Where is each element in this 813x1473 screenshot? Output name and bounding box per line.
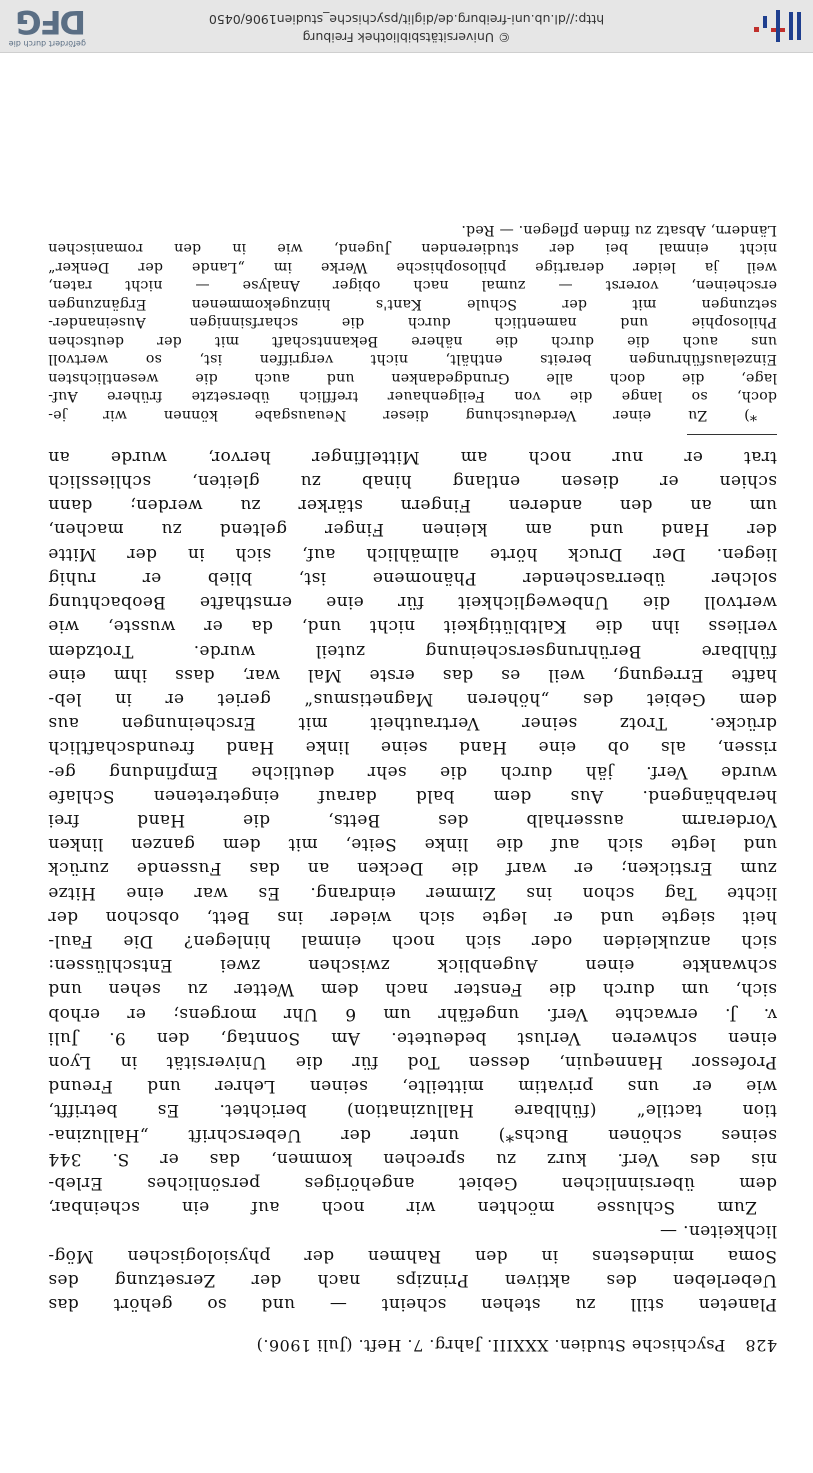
text-line: wurde Verf. jäh durch die sehr deutliche Empfindung ge- bbox=[48, 761, 777, 782]
text-line: tion tactile“ (fühlbare Halluzination) berichtet. Es betrifft, bbox=[48, 1100, 777, 1121]
text-line: zum Ersticken; er warf die Decken an das Fussende zurück bbox=[48, 858, 777, 879]
text-line: verliess ihn die Kaltblütigkeit nicht und, da er wusste, wie bbox=[48, 616, 777, 637]
text-line: seines schönen Buchs*) unter der Ueberschrift „Halluzina- bbox=[48, 1124, 777, 1145]
text-line: der Hand und am kleinen Finger geltend zu machen, bbox=[48, 519, 777, 540]
footnote bbox=[48, 220, 777, 424]
text-line: herabhängend. Aus dem bald darauf eingetretenen Schlafe bbox=[48, 785, 777, 806]
footnote-line: Philosophie und namentlich durch die scharfsinnigen Auseinander- bbox=[48, 314, 777, 331]
text-line: wie er uns privatim mitteilte, seinen Lehrer und Freund bbox=[48, 1076, 777, 1097]
text-line: schwankte einen Augenblick zwischen zwei Entschlüssen: bbox=[48, 955, 777, 976]
footnote-line: Ländern, Absatz zu finden pflegen. — Red. bbox=[461, 221, 777, 238]
text-line: sich, um durch die Fenster nach dem Wetter zu sehen und bbox=[48, 979, 777, 1000]
page-number: 428 bbox=[744, 1336, 777, 1355]
scanned-page bbox=[48, 70, 777, 1355]
text-line: rissen, als ob eine Hand seine linke Hand freundschaftlich bbox=[48, 737, 777, 758]
footnote-line: lage, die doch alle Grundgedanken und auch die wesentlichsten bbox=[48, 369, 777, 386]
text-line: und legte sich auf die linke Seite, mit dem ganzen linken bbox=[48, 834, 777, 855]
running-head bbox=[48, 1336, 777, 1355]
text-line: drücke. Trotz seiner Vertrautheit mit Erscheinungen aus bbox=[48, 713, 777, 734]
footnote-line: erscheinen, vorerst — zumal nach obiger Analyse — nicht raten, bbox=[48, 277, 777, 294]
text-line: Ueberleben des aktiven Prinzips nach der Zersetzung des bbox=[48, 1269, 777, 1290]
text-line: dem übersinnlichen Gebiet angehöriges persönliches Erleb- bbox=[48, 1172, 777, 1193]
text-line: um an den anderen Fingern stärker zu werden; dann bbox=[48, 495, 777, 516]
text-line: fühlbare Berührungserscheinung zuteil wurde. Trotzdem bbox=[48, 640, 777, 661]
text-line: heit siegte und er legte sich wieder ins Bett, obschon der bbox=[48, 906, 777, 927]
text-line: Zum Schlusse möchten wir noch auf ein scheinbar, bbox=[48, 1197, 757, 1218]
footnote-line: doch, so lange die von Feilgenhauer trefflich übersetzte frühere Auf- bbox=[48, 388, 777, 405]
text-line: einen schweren Verlust bedeutete. Am Sonntag, den 9. Juli bbox=[48, 1027, 777, 1048]
text-line: wertvoll die Unbeweglichkeit für eine ernsthafte Beobachtung bbox=[48, 592, 777, 613]
text-line: dem Gebiet des „höheren Magnetismus“ geriet er in leb- bbox=[48, 688, 777, 709]
text-line: Vorderarm ausserhalb des Betts, die Hand frei bbox=[48, 809, 777, 830]
text-line: lichkeiten. — bbox=[659, 1221, 777, 1242]
footnote-separator bbox=[687, 434, 777, 435]
text-line: sich anzukleiden oder sich noch einmal hinlegen? Die Faul- bbox=[48, 930, 777, 951]
body-text bbox=[48, 445, 777, 1316]
footer-bar bbox=[0, 0, 813, 53]
text-line: Professor Hannequin, dessen Tod für die Universität in Lyon bbox=[48, 1051, 777, 1072]
text-line: lichte Tag schon ins Zimmer eindrang. Es war eine Hitze bbox=[48, 882, 777, 903]
text-line: liegen. Der Druck hörte allmählich auf, sich in der Mitte bbox=[48, 543, 777, 564]
text-line: nis des Verf. kurz zu sprechen kommen, das er S. 344 bbox=[48, 1148, 777, 1169]
text-line: solcher überraschender Phänomene ist, blieb er ruhig bbox=[48, 567, 777, 588]
dfg-tagline: gefördert durch die bbox=[8, 39, 86, 48]
footnote-line: nicht einmal bei der studierenden Jugend, wie in den romanischen bbox=[48, 240, 777, 257]
copyright-text: © Universitätsbibliothek Freiburg bbox=[302, 30, 511, 45]
text-line: trat er nur noch am Mittelfinger hervor, wurde an bbox=[48, 446, 777, 467]
text-line: hafte Erregung, weil es das erste Mal war, dass ihm eine bbox=[48, 664, 777, 685]
text-line: Planeten still zu stehen scheint — und so gehört das bbox=[48, 1294, 777, 1314]
footer-info bbox=[0, 10, 813, 46]
dfg-logo[interactable] bbox=[6, 4, 86, 48]
footnote-line: setzungen mit der Schule Kant's hinzugekommenen Ergänzungen bbox=[48, 295, 777, 312]
footnote-line: Einzelausführungen bereits enthält, nicht vergriffen ist, so wertvoll bbox=[48, 351, 777, 368]
permalink-url[interactable]: http://dl.ub.uni-freiburg.de/diglit/psychische_studien1906/0450 bbox=[208, 12, 605, 27]
footnote-line: *) Zu einer Verdeutschung dieser Neuausgabe können wir je- bbox=[48, 406, 757, 423]
text-line: schien er diesen entlang hinab zu gleiten, schliesslich bbox=[48, 471, 777, 492]
running-head-title: Psychische Studien. XXXIII. Jahrg. 7. Heft. (Juli 1906.) bbox=[256, 1336, 726, 1355]
footnote-line: weil ja leider derartige philosophische Werke im „Lande der Denker“ bbox=[48, 258, 777, 275]
text-line: v. J. erwachte Verf. ungefähr um 6 Uhr morgens; er erhob bbox=[48, 1003, 777, 1024]
text-line: Soma mindestens in den Rahmen der physiologischen Mög- bbox=[48, 1245, 777, 1266]
footnote-line: uns auch die durch die nähere Bekanntschaft mit der deutschen bbox=[48, 332, 777, 349]
dfg-logo-text: DFG bbox=[17, 3, 86, 41]
